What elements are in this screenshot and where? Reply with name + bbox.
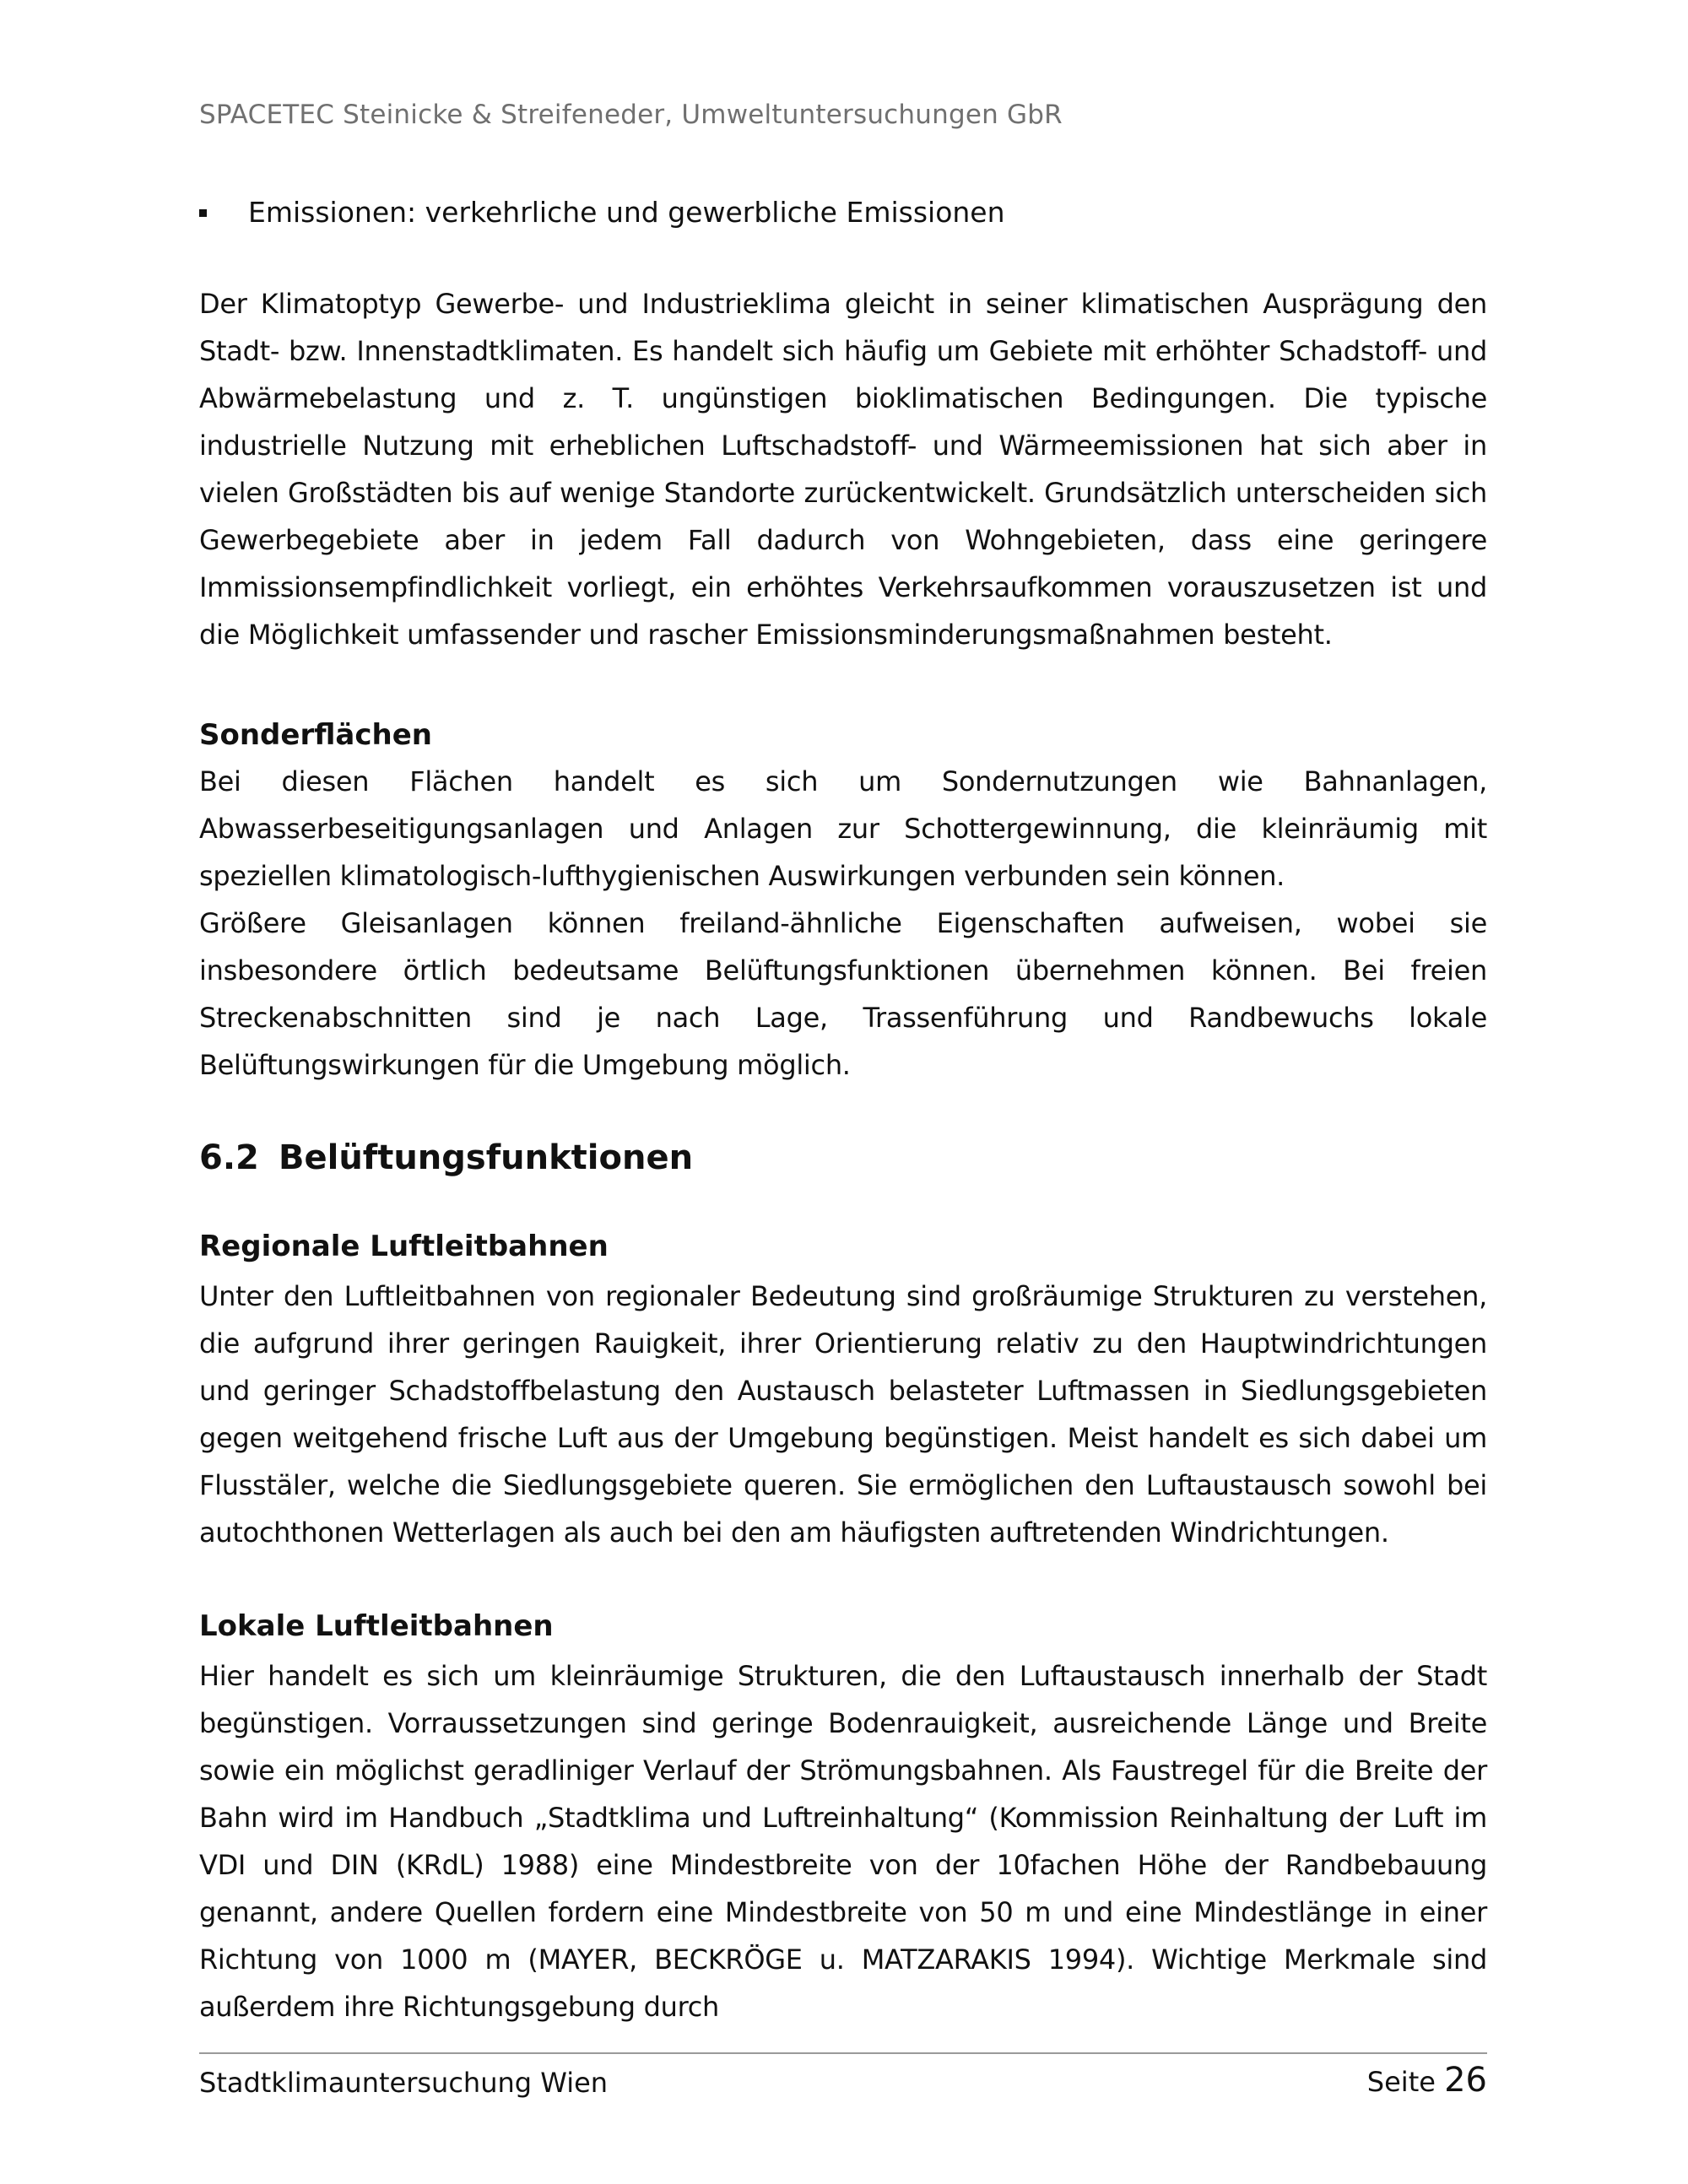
paragraph-lokale-luftleitbahnen: Hier handelt es sich um kleinräumige Strukturen, die den Luftaustausch innerhalb der Stadt begünstigen. Vorraussetzungen sind geringe Bodenrauigkeit, ausreichende Länge und Breite sowie ein möglichst geradliniger Verlauf der Strömungsbahnen. Als Faustregel für die Breite der Bahn wird im Handbuch „Stadtklima und Luftreinhaltung“ (Kommission Reinhaltung der Luft im VDI und DIN (KRdL) 1988) eine Mindestbreite von der 10fachen Höhe der Randbebauung genannt, andere Quellen fordern eine Mindestbreite von 50 m und eine Mindestlänge in einer Richtung von 1000 m (MAYER, BECKRÖGE u. MATZARAKIS 1994). Wichtige Merkmale sind außerdem ihre Richtungsgebung durch [199, 1660, 1487, 2023]
section-title: Belüftungsfunktionen [279, 1138, 694, 1177]
subheading-sonderflaechen: Sonderflächen [199, 718, 432, 752]
subheading-regionale-luftleitbahnen: Regionale Luftleitbahnen [199, 1230, 609, 1263]
paragraph-sonderflaechen-2: Größere Gleisanlagen können freiland-ähnliche Eigenschaften aufweisen, wobei sie insbesondere örtlich bedeutsame Belüftungsfunktionen übernehmen können. Bei freien Streckenabschnitten sind je nach Lage, Trassenführung und Randbewuchs lokale Belüftungswirkungen für die Umgebung möglich. [199, 907, 1487, 1081]
paragraph-regionale-luftleitbahnen: Unter den Luftleitbahnen von regionaler Bedeutung sind großräumige Strukturen zu verstehen, die aufgrund ihrer geringen Rauigkeit, ihrer Orientierung relativ zu den Hauptwindrichtungen und geringer Schadstoffbelastung den Austausch belasteter Luftmassen in Siedlungsgebieten gegen weitgehend frische Luft aus der Umgebung begünstigen. Meist handelt es sich dabei um Flusstäler, welche die Siedlungsgebiete queren. Sie ermöglichen den Luftaustausch sowohl bei autochthonen Wetterlagen als auch bei den am häufigsten auftretenden Windrichtungen. [199, 1280, 1487, 1549]
paragraph-sonderflaechen-1: Bei diesen Flächen handelt es sich um Sondernutzungen wie Bahnanlagen, Abwasserbeseitigungsanlagen und Anlagen zur Schottergewinnung, die kleinräumig mit speziellen klimatologisch-lufthygienischen Auswirkungen verbunden sein können. [199, 765, 1487, 892]
page-number: 26 [1444, 2061, 1487, 2100]
section-heading [199, 1135, 693, 1181]
subheading-lokale-luftleitbahnen: Lokale Luftleitbahnen [199, 1609, 554, 1643]
paragraph-gewerbe: Der Klimatoptyp Gewerbe- und Industrieklima gleicht in seiner klimatischen Ausprägung den Stadt- bzw. Innenstadtklimaten. Es handelt sich häufig um Gebiete mit erhöhter Schadstoff- und Abwärmebelastung und z. T. ungünstigen bioklimatischen Bedingungen. Die typische industrielle Nutzung mit erheblichen Luftschadstoff- und Wärmeemissionen hat sich aber in vielen Großstädten bis auf wenige Standorte zurückentwickelt. Grundsätzlich unterscheiden sich Gewerbegebiete aber in jedem Fall dadurch von Wohngebieten, dass eine geringere Immissionsempfindlichkeit vorliegt, ein erhöhtes Verkehrsaufkommen vorauszusetzen ist und die Möglichkeit umfassender und rascher Emissionsminderungsmaßnahmen besteht. [199, 288, 1487, 651]
footer-title: Stadtklimauntersuchung Wien [199, 2067, 609, 2099]
section-number: 6.2 [199, 1138, 259, 1177]
page-number-block [1367, 2059, 1487, 2103]
page-header: SPACETEC Steinicke & Streifeneder, Umweltuntersuchungen GbR [199, 100, 1063, 130]
page-label: Seite [1366, 2066, 1436, 2098]
footer-divider [199, 2052, 1487, 2054]
bullet-square-icon [199, 209, 207, 217]
bullet-text: Emissionen: verkehrliche und gewerbliche Emissionen [248, 196, 1005, 229]
